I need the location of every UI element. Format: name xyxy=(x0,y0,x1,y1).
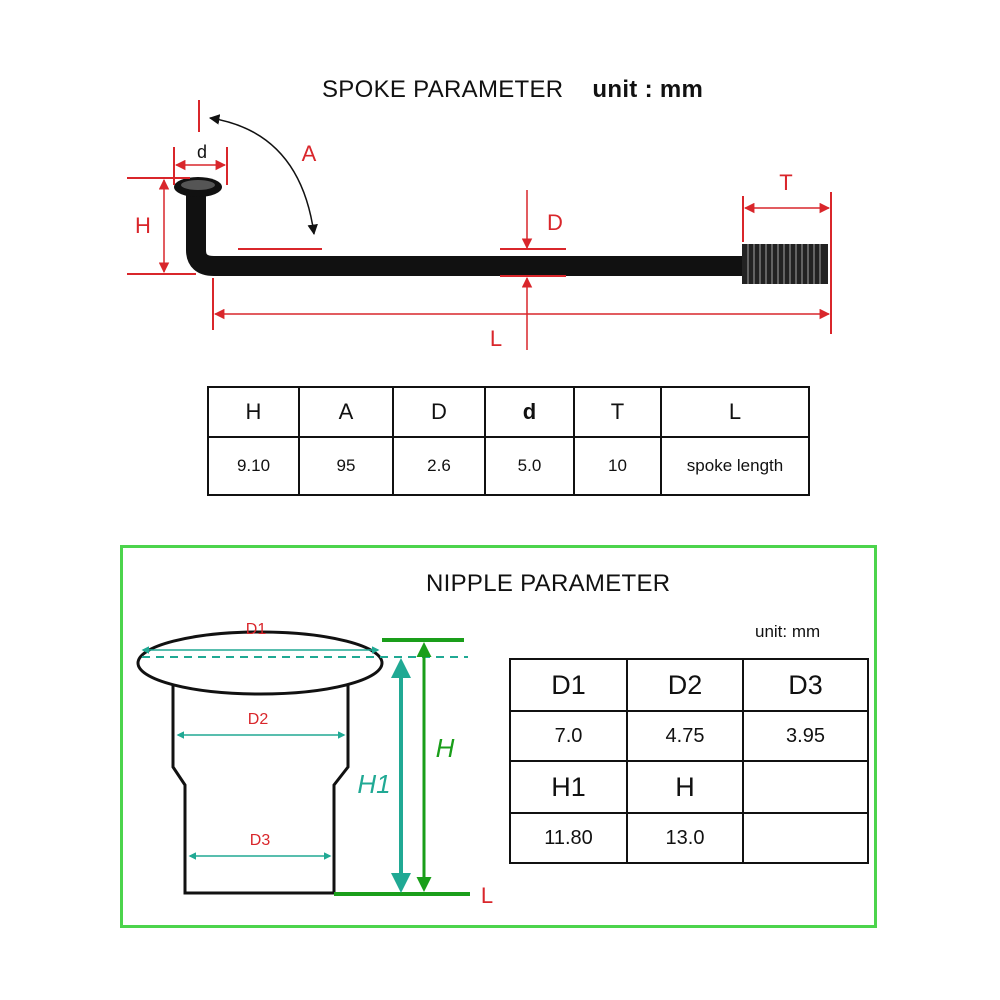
a-label: A xyxy=(301,141,317,166)
header-d3: D3 xyxy=(743,659,868,711)
header-h: H xyxy=(208,387,299,437)
value-d1: 7.0 xyxy=(510,711,627,761)
table-header-row xyxy=(510,761,868,813)
header-d2: D2 xyxy=(627,659,743,711)
spoke-shape xyxy=(174,177,828,284)
header-big-d: D xyxy=(393,387,485,437)
value-big-d: 2.6 xyxy=(393,437,485,495)
header-d: d xyxy=(485,387,574,437)
value-d: 5.0 xyxy=(485,437,574,495)
header-t: T xyxy=(574,387,661,437)
table-row xyxy=(208,437,809,495)
header-h1: H1 xyxy=(510,761,627,813)
table-header-row xyxy=(510,659,868,711)
t-label: T xyxy=(779,170,793,195)
value-t: 10 xyxy=(574,437,661,495)
value-h: 9.10 xyxy=(208,437,299,495)
value-d2: 4.75 xyxy=(627,711,743,761)
h-label: H xyxy=(135,213,151,238)
spoke-unit: unit : mm xyxy=(592,76,704,103)
header-l: L xyxy=(661,387,809,437)
d2-label: D2 xyxy=(247,711,269,728)
header-a: A xyxy=(299,387,393,437)
d3-label: D3 xyxy=(249,832,271,849)
nipple-unit: unit: mm xyxy=(755,622,821,641)
value-empty xyxy=(743,813,868,863)
h1-label: H1 xyxy=(357,769,391,799)
d1-label: D1 xyxy=(245,621,267,638)
spoke-title-text: SPOKE PARAMETER xyxy=(322,76,564,103)
table-row xyxy=(510,711,868,761)
table-row xyxy=(510,813,868,863)
l-label: L xyxy=(489,326,503,351)
header-d1: D1 xyxy=(510,659,627,711)
nipple-parameter-table xyxy=(509,658,869,864)
d-label: d xyxy=(196,142,208,162)
value-h1: 11.80 xyxy=(510,813,627,863)
value-a: 95 xyxy=(299,437,393,495)
l-dimension xyxy=(213,278,829,330)
spoke-diagram xyxy=(0,0,1000,370)
header-empty xyxy=(743,761,868,813)
table-header-row xyxy=(208,387,809,437)
header-h: H xyxy=(627,761,743,813)
spoke-parameter-table xyxy=(207,386,810,496)
value-l: spoke length xyxy=(661,437,809,495)
nipple-title: NIPPLE PARAMETER xyxy=(426,570,671,597)
nipple-diagram xyxy=(120,600,500,920)
a-angle-dimension xyxy=(196,100,314,234)
h-label-nipple: H xyxy=(435,733,455,763)
l-label-nipple: L xyxy=(480,883,494,908)
big-d-label: D xyxy=(547,210,563,235)
nipple-shape xyxy=(138,632,382,893)
value-d3: 3.95 xyxy=(743,711,868,761)
value-h: 13.0 xyxy=(627,813,743,863)
